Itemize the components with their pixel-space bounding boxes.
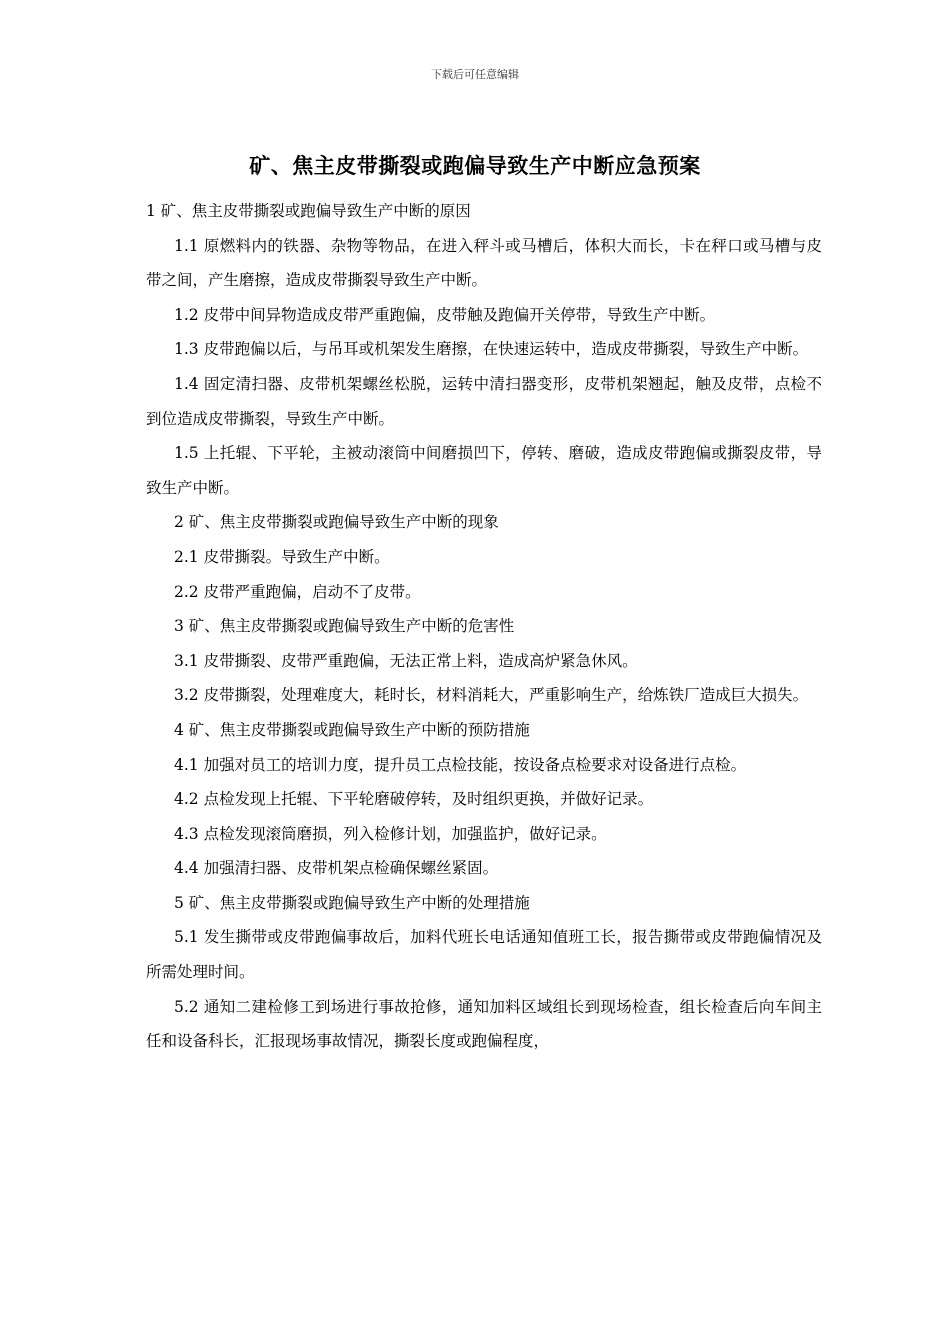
paragraph: 4.4 加强清扫器、皮带机架点检确保螺丝紧固。 xyxy=(174,859,499,878)
paragraph: 1.4 固定清扫器、皮带机架螺丝松脱，运转中清扫器变形，皮带机架翘起，触及皮带，点检不到位造成皮带撕裂，导致生产中断。 xyxy=(146,374,822,428)
section-heading: 5 矿、焦主皮带撕裂或跑偏导致生产中断的处理措施 xyxy=(174,893,530,912)
paragraph: 3.2 皮带撕裂，处理难度大，耗时长，材料消耗大，严重影响生产，给炼铁厂造成巨大损失。 xyxy=(174,686,809,705)
paragraph: 1.2 皮带中间异物造成皮带严重跑偏，皮带触及跑偏开关停带，导致生产中断。 xyxy=(174,305,716,324)
paragraph: 2.2 皮带严重跑偏，启动不了皮带。 xyxy=(174,582,421,601)
paragraph: 5.1 发生撕带或皮带跑偏事故后，加料代班长电话通知值班工长，报告撕带或皮带跑偏情况及所需处理时间。 xyxy=(146,928,822,982)
paragraph: 4.2 点检发现上托辊、下平轮磨破停转，及时组织更换，并做好记录。 xyxy=(174,790,654,809)
section-heading: 3 矿、焦主皮带撕裂或跑偏导致生产中断的危害性 xyxy=(174,617,515,636)
document-body xyxy=(146,194,822,1059)
paragraph: 3.1 皮带撕裂、皮带严重跑偏，无法正常上料，造成高炉紧急休风。 xyxy=(174,651,638,670)
paragraph: 5.2 通知二建检修工到场进行事故抢修，通知加料区域组长到现场检查，组长检查后向车间主任和设备科长，汇报现场事故情况，撕裂长度或跑偏程度， xyxy=(146,997,822,1051)
paragraph: 4.3 点检发现滚筒磨损，列入检修计划，加强监护，做好记录。 xyxy=(174,824,607,843)
page-header: 下载后可任意编辑 xyxy=(431,68,519,81)
paragraph: 1.5 上托辊、下平轮，主被动滚筒中间磨损凹下，停转、磨破，造成皮带跑偏或撕裂皮带，导致生产中断。 xyxy=(146,444,822,497)
section-heading: 2 矿、焦主皮带撕裂或跑偏导致生产中断的现象 xyxy=(174,513,499,532)
section-heading: 1 矿、焦主皮带撕裂或跑偏导致生产中断的原因 xyxy=(146,202,471,220)
paragraph: 1.3 皮带跑偏以后，与吊耳或机架发生磨擦，在快速运转中，造成皮带撕裂，导致生产中断。 xyxy=(174,340,809,359)
paragraph: 2.1 皮带撕裂。导致生产中断。 xyxy=(174,547,390,566)
section-heading: 4 矿、焦主皮带撕裂或跑偏导致生产中断的预防措施 xyxy=(174,720,530,739)
paragraph: 4.1 加强对员工的培训力度，提升员工点检技能，按设备点检要求对设备进行点检。 xyxy=(174,755,747,774)
document-title: 矿、焦主皮带撕裂或跑偏导致生产中断应急预案 xyxy=(249,153,701,178)
paragraph: 1.1 原燃料内的铁器、杂物等物品，在进入秤斗或马槽后，体积大而长，卡在秤口或马槽与皮带之间，产生磨擦，造成皮带撕裂导致生产中断。 xyxy=(146,236,822,290)
